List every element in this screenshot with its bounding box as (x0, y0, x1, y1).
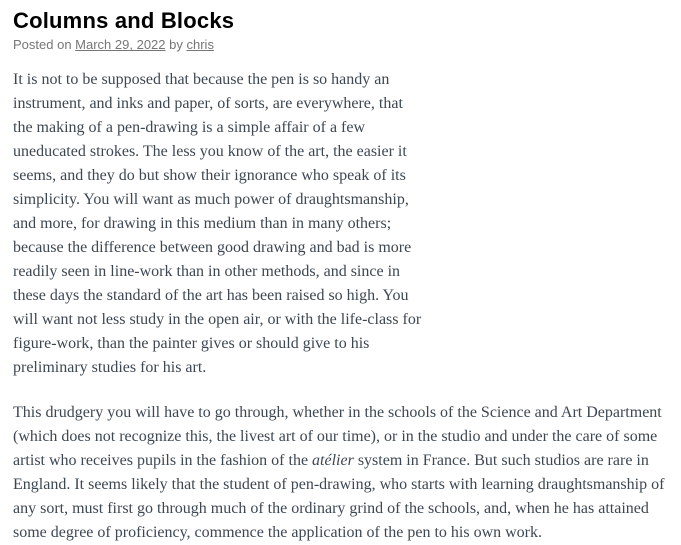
post-meta (13, 38, 668, 53)
columns-block (13, 68, 668, 380)
column-right-empty (458, 68, 668, 380)
paragraph-pen-drawing: It is not to be supposed that because the pen is so handy an instrument, and inks and paper, of sorts, are everywhere, that the making of a pen-drawing is a simple affair of a few uneducated strokes. The less you know of the art, the easier it seems, and they do but show their ignorance who speak of its simplicity. You will want as much power of draughtsmanship, and more, for drawing in this medium than in many others; because the difference between good drawing and bad is more readily seen in line-work than in other methods, and since in these days the standard of the art has been raised so high. You will want not less study in the open air, or with the life-class for figure-work, than the painter gives or should give to his preliminary studies for his art. (13, 71, 422, 377)
paragraph-drudgery-text-before: This drudgery you will have to go through, whether in the schools of the Science and Art Department (which does not recognize this, the livest art of our time), or in the studio and under the care of some artist who receives pupils in the fashion of the (13, 404, 662, 470)
post-date-link[interactable]: March 29, 2022 (75, 37, 166, 53)
by-label: by (169, 37, 183, 53)
paragraph-drudgery-italic-word: atélier (312, 452, 354, 470)
paragraph-drudgery-text-after: system in France. But such studios are rare in England. It seems likely that the student of pen-drawing, who starts with learning draughtsmanship of any sort, must first go through much of the ordinary grind of the schools, and, when he has attained some degree of proficiency, commence the application of the pen to his own work. (13, 452, 665, 542)
post-title: Columns and Blocks (13, 8, 235, 33)
paragraph-drudgery (13, 401, 668, 545)
column-left (13, 68, 426, 380)
posted-on-label: Posted on (13, 37, 72, 53)
author-link[interactable]: chris (186, 37, 214, 53)
